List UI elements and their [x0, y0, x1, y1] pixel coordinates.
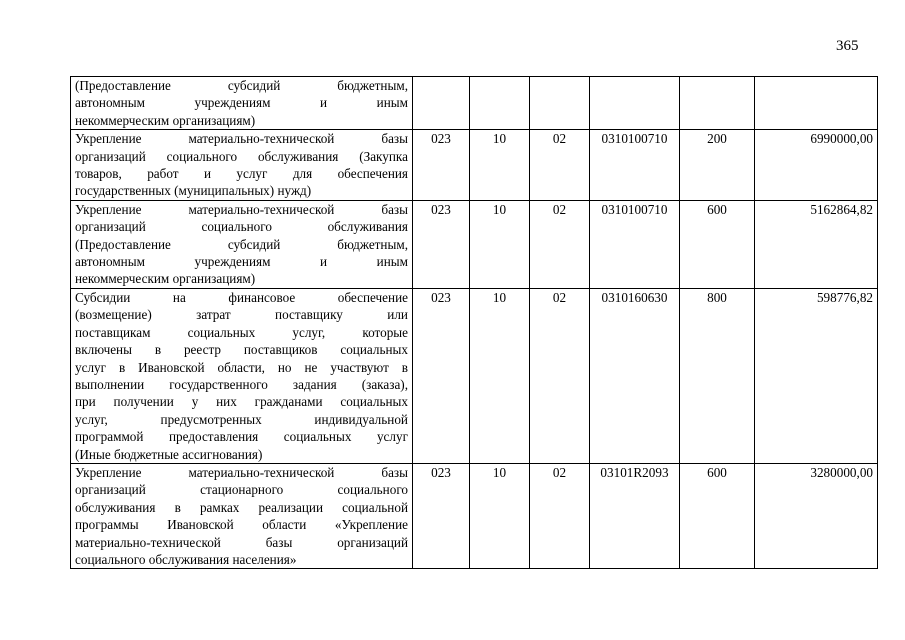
section-code-cell: 10 [470, 130, 530, 201]
target-article-cell: 0310160630 [590, 288, 680, 463]
amount-cell: 6990000,00 [755, 130, 878, 201]
subsection-code-cell: 02 [530, 130, 590, 201]
amount-cell: 598776,82 [755, 288, 878, 463]
expense-type-cell: 600 [680, 463, 755, 568]
ministry-code-cell: 023 [413, 200, 470, 288]
description-line: организаций социального обслуживания [75, 219, 408, 235]
description-cell [71, 77, 413, 130]
target-article-cell: 03101R2093 [590, 463, 680, 568]
ministry-code-cell: 023 [413, 463, 470, 568]
amount-cell [755, 77, 878, 130]
description-line: Укрепление материально-технической базы [75, 131, 408, 147]
description-line: Укрепление материально-технической базы [75, 201, 408, 217]
description-line: (возмещение) затрат поставщику или [75, 307, 408, 323]
description-line: (Иные бюджетные ассигнования) [75, 446, 263, 462]
description-line: (Предоставление субсидий бюджетным, [75, 236, 408, 252]
description-line: программой предоставления социальных услуг [75, 429, 408, 445]
target-article-cell: 0310100710 [590, 130, 680, 201]
section-code-cell: 10 [470, 463, 530, 568]
ministry-code-cell: 023 [413, 130, 470, 201]
description-line: некоммерческим организациям) [75, 112, 256, 128]
subsection-code-cell: 02 [530, 200, 590, 288]
description-cell [71, 463, 413, 568]
description-line: (Предоставление субсидий бюджетным, [75, 78, 408, 93]
expense-type-cell [680, 77, 755, 130]
description-cell [71, 200, 413, 288]
description-line: Укрепление материально-технической базы [75, 464, 408, 480]
description-line: некоммерческим организациям) [75, 271, 256, 287]
subsection-code-cell: 02 [530, 463, 590, 568]
description-line: выполнении государственного задания (заказа), [75, 376, 408, 392]
section-code-cell: 10 [470, 200, 530, 288]
ministry-code-cell: 023 [413, 288, 470, 463]
amount-cell: 3280000,00 [755, 463, 878, 568]
description-line: автономным учреждениям и иным [75, 95, 408, 111]
expense-type-cell: 800 [680, 288, 755, 463]
table-body [71, 77, 878, 569]
table-row [71, 77, 878, 130]
description-line: государственных (муниципальных) нужд) [75, 183, 312, 199]
expense-type-cell: 600 [680, 200, 755, 288]
description-line: поставщикам социальных услуг, которые [75, 324, 408, 340]
section-code-cell [470, 77, 530, 130]
description-line: организаций социального обслуживания (Закупка [75, 148, 408, 164]
target-article-cell: 0310100710 [590, 200, 680, 288]
description-line: организаций стационарного социального [75, 482, 408, 498]
description-line: товаров, работ и услуг для обеспечения [75, 166, 408, 182]
table-row [71, 288, 878, 463]
subsection-code-cell: 02 [530, 288, 590, 463]
expense-type-cell: 200 [680, 130, 755, 201]
table-row [71, 200, 878, 288]
ministry-code-cell [413, 77, 470, 130]
page-number: 365 [836, 38, 859, 54]
description-line: автономным учреждениям и иным [75, 254, 408, 270]
target-article-cell [590, 77, 680, 130]
subsection-code-cell [530, 77, 590, 130]
description-line: Субсидии на финансовое обеспечение [75, 289, 408, 305]
description-line: включены в реестр поставщиков социальных [75, 342, 408, 358]
description-line: социального обслуживания населения» [75, 551, 297, 567]
description-line: при получении у них гражданами социальных [75, 394, 408, 410]
description-line: программы Ивановской области «Укрепление [75, 517, 408, 533]
amount-cell: 5162864,82 [755, 200, 878, 288]
description-line: услуг, предусмотренных индивидуальной [75, 411, 408, 427]
table-row [71, 130, 878, 201]
budget-table [70, 76, 878, 569]
description-cell [71, 130, 413, 201]
description-line: материально-технической базы организаций [75, 534, 408, 550]
description-cell [71, 288, 413, 463]
description-line: услуг в Ивановской области, но не участвуют в [75, 359, 408, 375]
description-line: обслуживания в рамках реализации социальной [75, 499, 408, 515]
table-row [71, 463, 878, 568]
section-code-cell: 10 [470, 288, 530, 463]
